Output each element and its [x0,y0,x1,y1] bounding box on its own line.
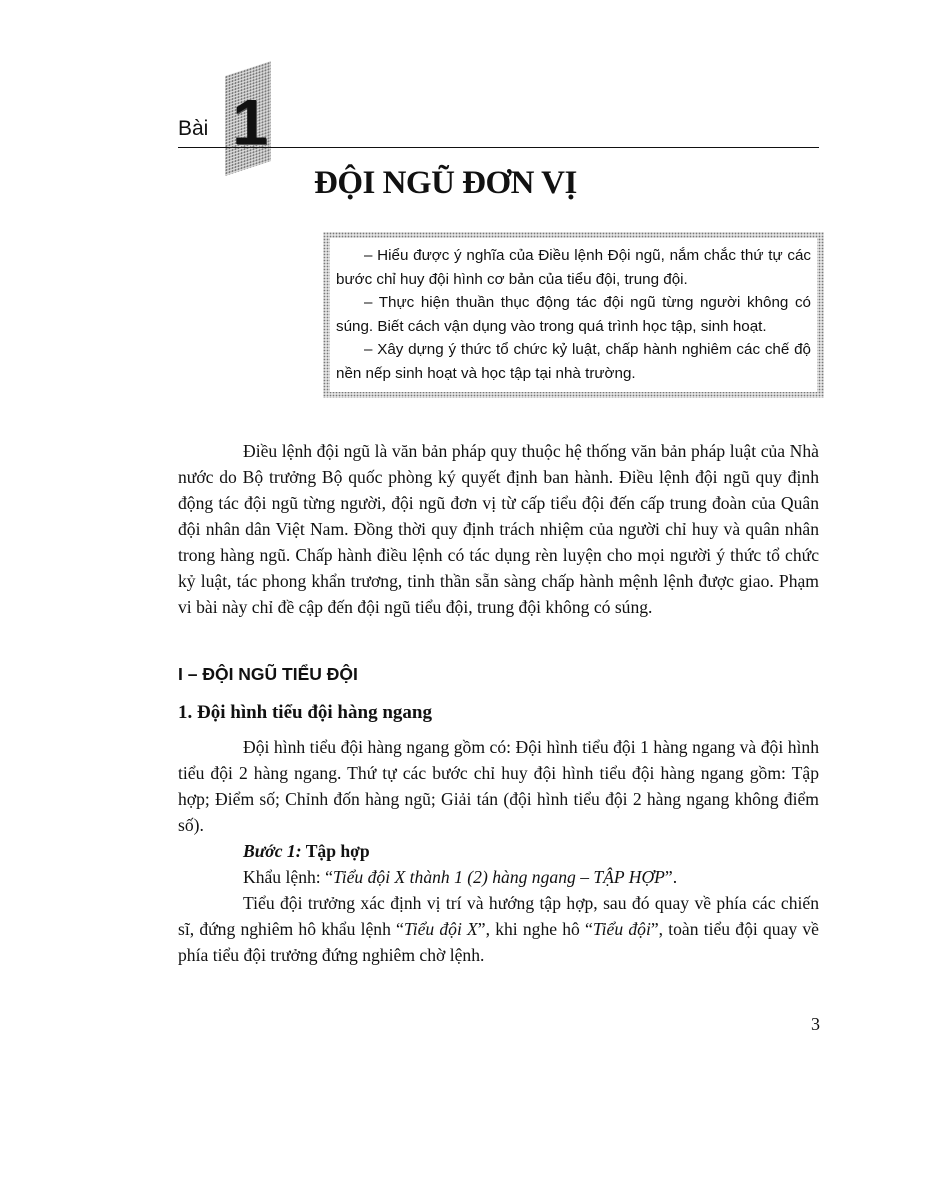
section-body [178,734,819,968]
command-line [178,864,819,890]
leader-call-2: Tiểu đội [592,919,651,939]
formation-paragraph: Đội hình tiểu đội hàng ngang gồm có: Đội hình tiểu đội 1 hàng ngang và đội hình tiểu đội 2 hàng ngang. Thứ tự các bước chỉ huy đội hình tiểu đội hàng ngang gồm: Tập hợp; Điểm số; Chỉnh đốn hàng ngũ; Giải tán (đội hình tiểu đội 2 hàng ngang không điểm số). [178,737,819,835]
command-suffix: ”. [664,867,678,887]
lesson-title: ĐỘI NGŨ ĐƠN VỊ [314,165,577,201]
subsection-heading: 1. Đội hình tiểu đội hàng ngang [178,702,432,723]
leader-text-2: ”, khi nghe hô “ [477,919,593,939]
command-text: Tiểu đội X thành 1 (2) hàng ngang – TẬP HỢP [332,867,665,887]
objective-item: – Thực hiện thuần thục động tác đội ngũ từng người không có súng. Biết cách vận dụng vào trong quá trình học tập, sinh hoạt. [336,294,811,335]
leader-call-1: Tiểu đội X [403,919,478,939]
leader-paragraph [178,890,819,968]
intro-paragraph: Điều lệnh đội ngũ là văn bản pháp quy thuộc hệ thống văn bản pháp luật của Nhà nước do Bộ trưởng Bộ quốc phòng ký quyết định ban hành. Điều lệnh đội ngũ quy định động tác đội ngũ từng người, đội ngũ đơn vị từ cấp tiểu đội đến cấp trung đoàn của Quân đội nhân dân Việt Nam. Đồng thời quy định trách nhiệm của người chỉ huy và quân nhân trong hàng ngũ. Chấp hành điều lệnh có tác dụng rèn luyện cho mọi người ý thức tổ chức kỷ luật, tác phong khẩn trương, tinh thần sẵn sàng chấp hành mệnh lệnh được giao. Phạm vi bài này chỉ đề cập đến đội ngũ tiểu đội, trung đội không có súng. [178,441,819,617]
objective-item: – Hiểu được ý nghĩa của Điều lệnh Đội ngũ, nắm chắc thứ tự các bước chỉ huy đội hình cơ bản của tiểu đội, trung đội. [336,247,811,288]
step-heading [178,838,819,864]
leader-text-3: ”, toàn tiểu đội quay về phía tiểu đội trưởng đứng nghiêm chờ lệnh. [178,919,819,965]
command-prefix: Khẩu lệnh: “ [243,867,333,887]
step-title: Tập hợp [305,841,370,861]
section-heading: I – ĐỘI NGŨ TIỂU ĐỘI [178,664,358,684]
lesson-label: Bài [178,117,209,140]
leader-text-1: Tiểu đội trưởng xác định vị trí và hướng tập hợp, sau đó quay về phía các chiến sĩ, đứng nghiêm hô khẩu lệnh “ [178,893,819,939]
objectives-box [323,232,824,398]
step-label: Bước 1: [243,841,302,861]
objective-item: – Xây dựng ý thức tổ chức kỷ luật, chấp hành nghiêm các chế độ nền nếp sinh hoạt và học tập tại nhà trường. [336,341,811,382]
page-number: 3 [811,1014,820,1034]
lesson-number: 1 [232,86,268,158]
objectives-content [330,238,817,392]
title-rule [178,147,819,148]
intro-text [178,438,819,620]
